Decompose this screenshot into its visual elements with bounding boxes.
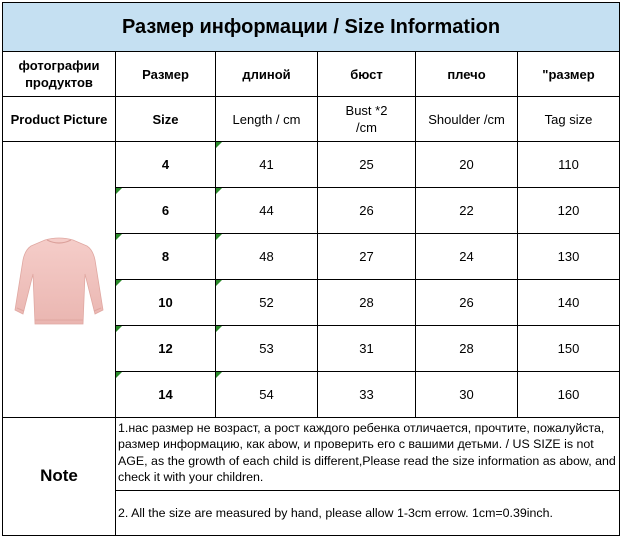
cell-shoulder: 24 bbox=[416, 234, 518, 280]
cell-size-value: 10 bbox=[158, 295, 173, 310]
header-en-size: Size bbox=[116, 97, 216, 142]
cell-size-value: 6 bbox=[161, 203, 170, 218]
note-row-1 bbox=[3, 418, 620, 491]
cell-shoulder: 30 bbox=[416, 372, 518, 418]
cell-length bbox=[216, 142, 318, 188]
cell-size: 4 bbox=[116, 142, 216, 188]
corner-marker bbox=[216, 188, 222, 194]
note-text-1: 1.нас размер не возраст, а рост каждого ребенка отличается, прочтите, пожалуйста, размер информацию, как abow, и проверить его с вашими детьми. / US SIZE is not AGE, as the growth of each child is different,Please read the size information as abow, and check it with your children. bbox=[116, 418, 620, 491]
cell-size bbox=[116, 280, 216, 326]
corner-marker bbox=[116, 372, 122, 378]
header-ru-shoulder: плечо bbox=[416, 52, 518, 97]
cell-length-value: 54 bbox=[259, 387, 274, 402]
cell-length bbox=[216, 188, 318, 234]
product-picture-cell bbox=[3, 142, 116, 418]
cell-bust: 33 bbox=[318, 372, 416, 418]
cell-shoulder: 28 bbox=[416, 326, 518, 372]
corner-marker bbox=[216, 142, 222, 148]
corner-marker bbox=[116, 188, 122, 194]
cell-size-value: 12 bbox=[158, 341, 173, 356]
corner-marker bbox=[216, 280, 222, 286]
cell-length-value: 41 bbox=[259, 157, 274, 172]
cell-size bbox=[116, 188, 216, 234]
cell-length bbox=[216, 326, 318, 372]
cell-shoulder: 22 bbox=[416, 188, 518, 234]
cell-tag: 110 bbox=[518, 142, 620, 188]
cell-length-value: 44 bbox=[259, 203, 274, 218]
header-en-picture: Product Picture bbox=[3, 97, 116, 142]
cell-shoulder: 26 bbox=[416, 280, 518, 326]
table-title: Размер информации / Size Information bbox=[3, 3, 620, 52]
header-ru-size: Размер bbox=[116, 52, 216, 97]
cell-length-value: 53 bbox=[259, 341, 274, 356]
header-en-bust: Bust *2 /cm bbox=[318, 97, 416, 142]
cell-length bbox=[216, 234, 318, 280]
cell-length bbox=[216, 280, 318, 326]
cell-bust: 28 bbox=[318, 280, 416, 326]
table-row bbox=[3, 142, 620, 188]
cell-size bbox=[116, 326, 216, 372]
cell-tag: 120 bbox=[518, 188, 620, 234]
cell-size-value: 8 bbox=[161, 249, 170, 264]
header-en-tag: Tag size bbox=[518, 97, 620, 142]
cell-length-value: 52 bbox=[259, 295, 274, 310]
corner-marker bbox=[216, 234, 222, 240]
header-row-russian bbox=[3, 52, 620, 97]
cell-size-value: 14 bbox=[158, 387, 173, 402]
header-ru-tag: "размер bbox=[518, 52, 620, 97]
cell-tag: 150 bbox=[518, 326, 620, 372]
cell-length-value: 48 bbox=[259, 249, 274, 264]
cell-bust: 26 bbox=[318, 188, 416, 234]
cell-shoulder: 20 bbox=[416, 142, 518, 188]
size-information-table bbox=[2, 2, 620, 536]
cell-length bbox=[216, 372, 318, 418]
corner-marker bbox=[216, 372, 222, 378]
cell-tag: 130 bbox=[518, 234, 620, 280]
cell-bust: 31 bbox=[318, 326, 416, 372]
cell-size bbox=[116, 234, 216, 280]
header-ru-picture: фотографии продуктов bbox=[3, 52, 116, 97]
corner-marker bbox=[216, 326, 222, 332]
corner-marker bbox=[116, 280, 122, 286]
note-label: Note bbox=[3, 418, 116, 536]
corner-marker bbox=[116, 234, 122, 240]
corner-marker bbox=[116, 326, 122, 332]
header-en-length: Length / cm bbox=[216, 97, 318, 142]
header-en-shoulder: Shoulder /cm bbox=[416, 97, 518, 142]
header-ru-length: длиной bbox=[216, 52, 318, 97]
header-ru-bust: бюст bbox=[318, 52, 416, 97]
cell-tag: 160 bbox=[518, 372, 620, 418]
note-text-2: 2. All the size are measured by hand, please allow 1-3cm errow. 1cm=0.39inch. bbox=[116, 490, 620, 535]
header-row-english bbox=[3, 97, 620, 142]
cell-bust: 27 bbox=[318, 234, 416, 280]
cell-tag: 140 bbox=[518, 280, 620, 326]
cell-bust: 25 bbox=[318, 142, 416, 188]
sweater-product-image bbox=[11, 230, 107, 330]
cell-size bbox=[116, 372, 216, 418]
